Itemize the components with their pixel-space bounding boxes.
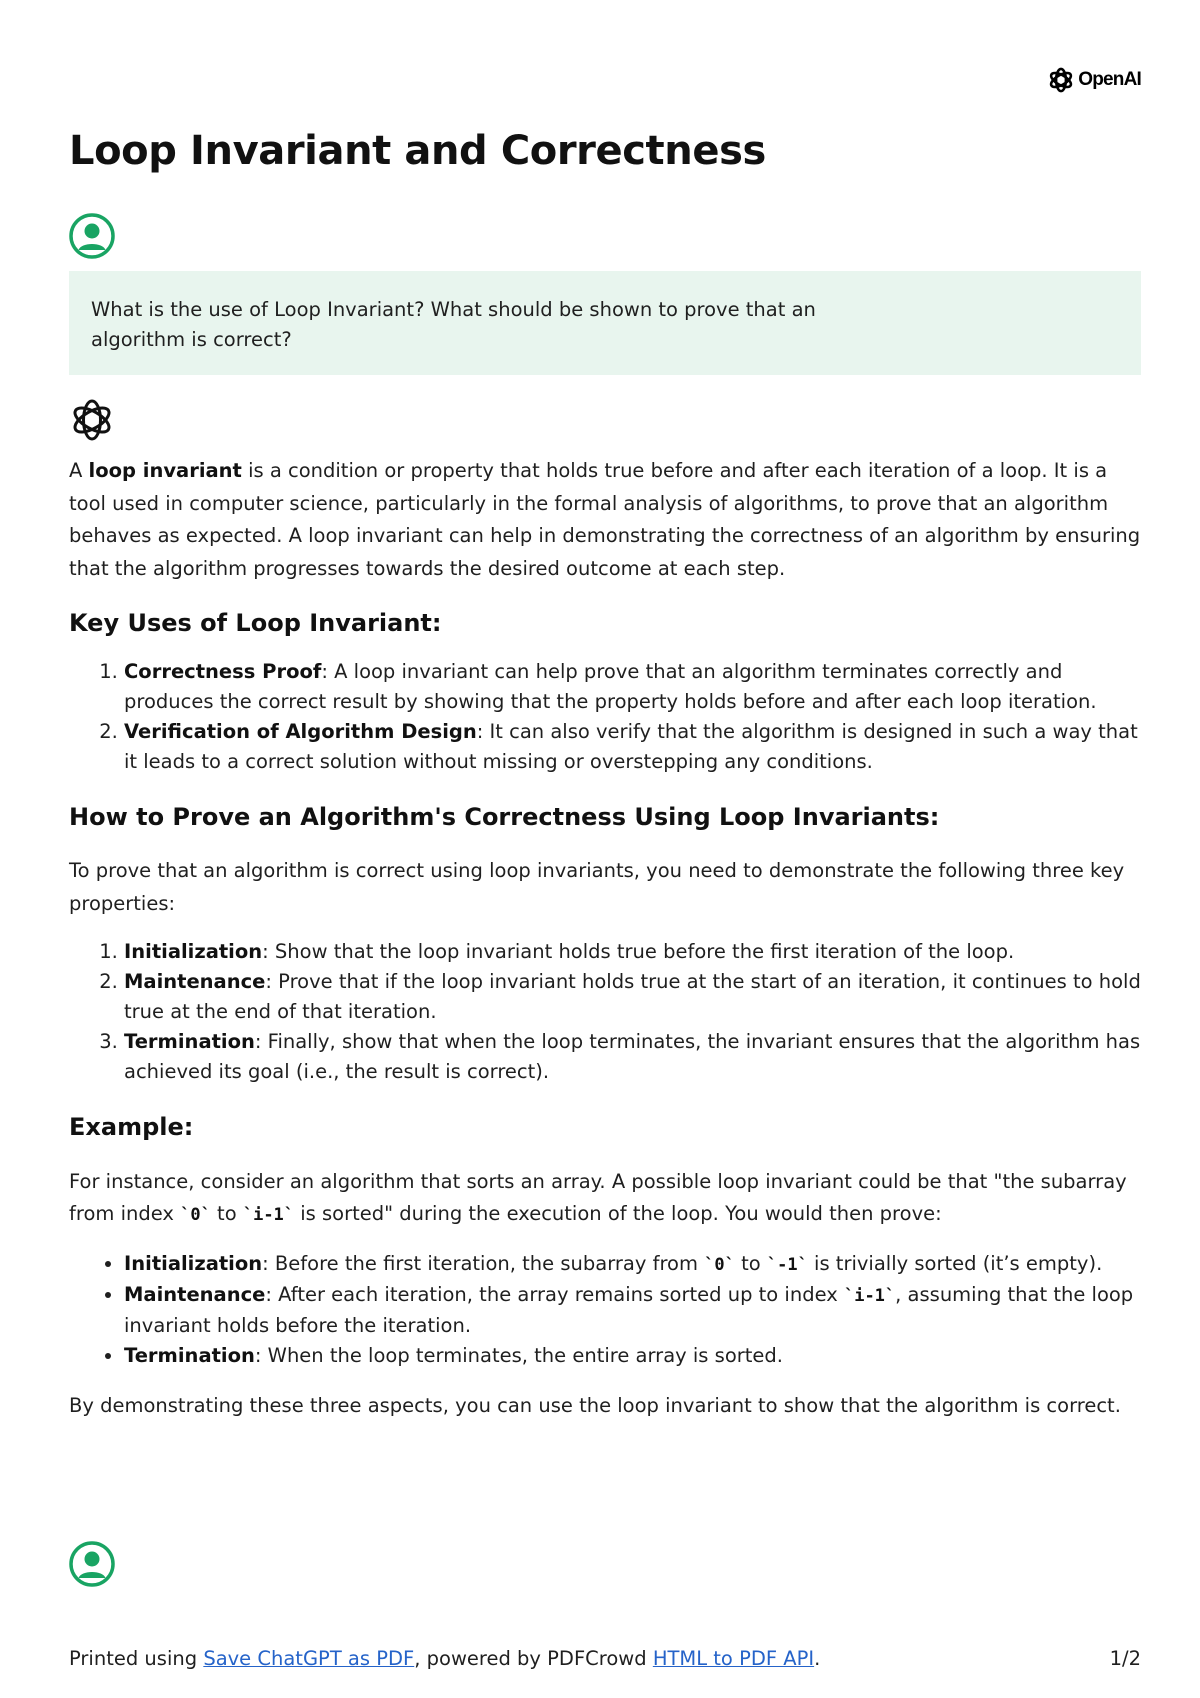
list-item: • Maintenance: After each iteration, the array remains sorted up to index `i-1`, assuming that the loop invariant holds before the iteration.	[124, 1280, 1144, 1341]
list-item: 2. Verification of Algorithm Design: It can also verify that the algorithm is designed in such a way that it leads to a correct solution without missing or overstepping any conditions.	[124, 717, 1144, 777]
prove-intro: To prove that an algorithm is correct using loop invariants, you need to demonstrate the following three key properties:	[69, 859, 1125, 915]
save-chatgpt-pdf-link[interactable]: Save ChatGPT as PDF	[203, 1647, 415, 1670]
openai-knot-icon	[1047, 66, 1075, 94]
list-item: 1. Correctness Proof: A loop invariant can help prove that an algorithm terminates correctly and produces the correct result by showing that the property holds before and after each loop iteration.	[124, 657, 1144, 717]
user-avatar-icon	[69, 213, 115, 259]
list-item: 2. Maintenance: Prove that if the loop invariant holds true at the start of an iteration, it continues to hold true at the end of that iteration.	[124, 967, 1144, 1027]
brand-name: OpenAI	[1078, 69, 1141, 90]
page-title: Loop Invariant and Correctness	[69, 128, 766, 174]
key-uses-list	[69, 657, 1144, 777]
intro-paragraph: A loop invariant is a condition or property that holds true before and after each iteration of a loop. It is a tool used in computer science, particularly in the formal analysis of algorithms, to prove that an algorithm behaves as expected. A loop invariant can help in demonstrating the correctness of an algorithm by ensuring that the algorithm progresses towards the desired outcome at each step.	[69, 459, 1141, 580]
user-avatar-icon	[69, 1541, 115, 1587]
page-footer	[69, 1647, 1141, 1670]
conclusion-paragraph: By demonstrating these three aspects, you can use the loop invariant to show that the algorithm is correct.	[69, 1393, 1121, 1417]
user-prompt-bubble	[69, 271, 1141, 375]
openai-logo	[1047, 66, 1141, 94]
example-bullets	[69, 1249, 1144, 1371]
user-prompt-text: What is the use of Loop Invariant? What should be shown to prove that an algorithm is correct?	[91, 298, 816, 351]
assistant-answer	[69, 455, 1144, 1422]
prove-heading: How to Prove an Algorithm's Correctness Using Loop Invariants:	[69, 802, 940, 831]
page-number: 1/2	[1109, 1647, 1141, 1670]
list-item: • Initialization: Before the first iteration, the subarray from `0` to `-1` is trivially sorted (it’s empty).	[124, 1249, 1144, 1280]
list-item: 1. Initialization: Show that the loop invariant holds true before the first iteration of the loop.	[124, 937, 1144, 967]
chatgpt-avatar-icon	[69, 397, 115, 443]
footer-credit: Printed using Save ChatGPT as PDF, powered by PDFCrowd HTML to PDF API.	[69, 1647, 821, 1670]
list-item: 3. Termination: Finally, show that when the loop terminates, the invariant ensures that the algorithm has achieved its goal (i.e., the result is correct).	[124, 1027, 1144, 1087]
example-paragraph: For instance, consider an algorithm that sorts an array. A possible loop invariant could be that "the subarray from index `0` to `i-1` is sorted" during the execution of the loop. You would then prove:	[69, 1169, 1127, 1225]
example-heading: Example:	[69, 1113, 194, 1141]
properties-list	[69, 937, 1144, 1087]
list-item: • Termination: When the loop terminates, the entire array is sorted.	[124, 1341, 1144, 1371]
key-uses-heading: Key Uses of Loop Invariant:	[69, 609, 442, 637]
html-to-pdf-api-link[interactable]: HTML to PDF API	[652, 1647, 815, 1670]
